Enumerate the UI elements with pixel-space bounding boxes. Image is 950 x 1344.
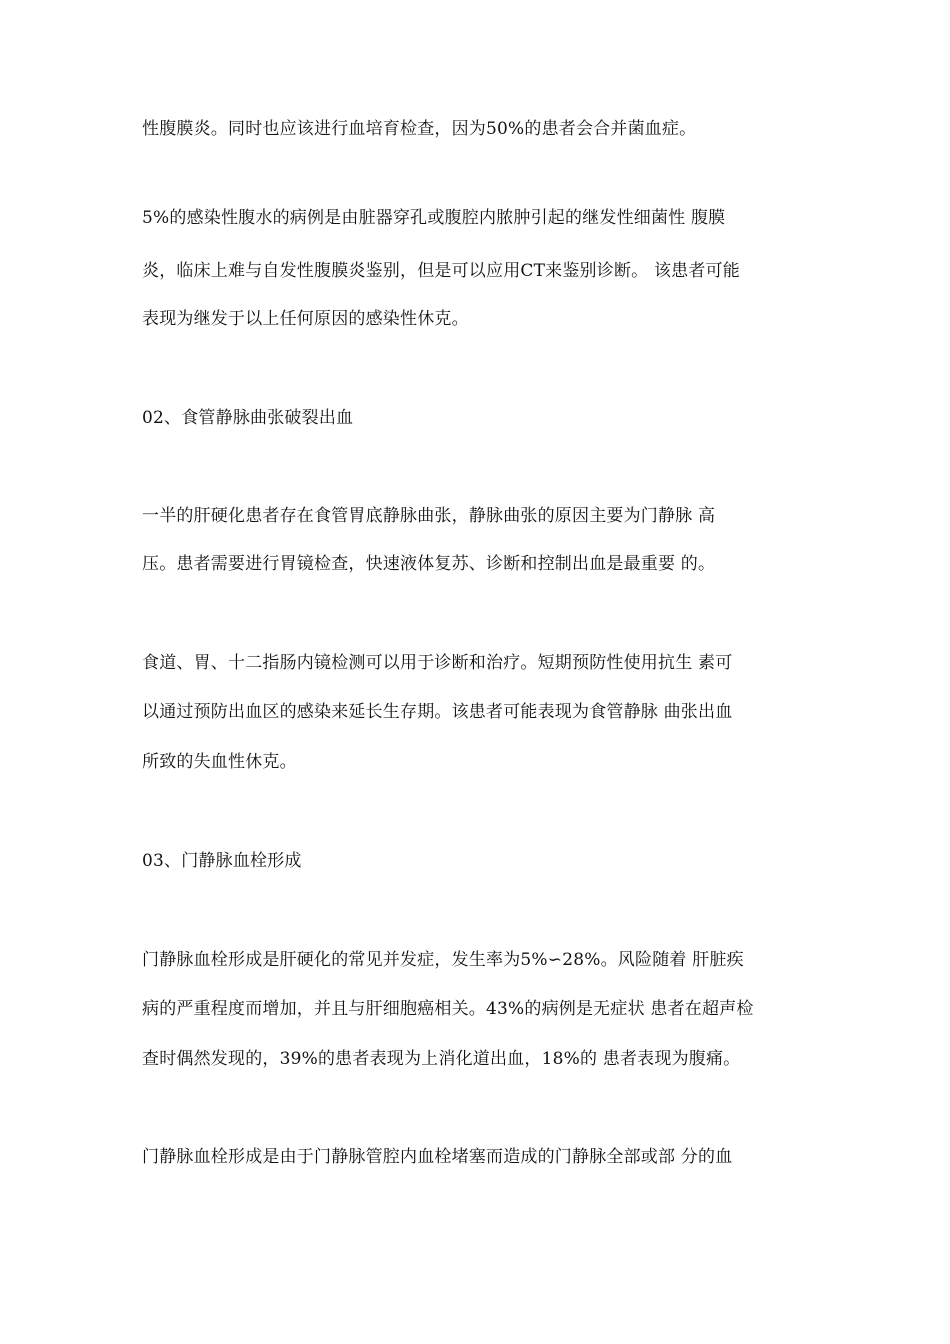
- paragraph-line: 5%的感染性腹水的病例是由脏器穿孔或腹腔内脓肿引起的继发性细菌性 腹膜: [142, 208, 726, 228]
- paragraph-line: 病的严重程度而增加，并且与肝细胞癌相关。43%的病例是无症状 患者在超声检: [142, 999, 754, 1019]
- paragraph-line: 查时偶然发现的，39%的患者表现为上消化道出血，18%的 患者表现为腹痛。: [142, 1049, 741, 1069]
- paragraph-line: 压。患者需要进行胃镜检查，快速液体复苏、诊断和控制出血是最重要 的。: [142, 554, 716, 574]
- paragraph-line: 炎，临床上难与自发性腹膜炎鉴别，但是可以应用CT来鉴别诊断。 该患者可能: [142, 261, 740, 281]
- paragraph-line: 门静脉血栓形成是由于门静脉管腔内血栓堵塞而造成的门静脉全部或部 分的血: [142, 1147, 733, 1167]
- paragraph-line: 所致的失血性休克。: [142, 752, 297, 772]
- paragraph-line: 食道、胃、十二指肠内镜检测可以用于诊断和治疗。短期预防性使用抗生 素可: [142, 653, 733, 673]
- paragraph-line: 以通过预防出血区的感染来延长生存期。该患者可能表现为食管静脉 曲张出血: [142, 702, 733, 722]
- paragraph-line: 性腹膜炎。同时也应该进行血培育检查，因为50%的患者会合并菌血症。: [142, 119, 697, 139]
- section-heading: 02、食管静脉曲张破裂出血: [142, 408, 354, 428]
- paragraph-line: 一半的肝硬化患者存在食管胃底静脉曲张，静脉曲张的原因主要为门静脉 高: [142, 506, 716, 526]
- section-heading: 03、门静脉血栓形成: [142, 851, 302, 871]
- paragraph-line: 表现为继发于以上任何原因的感染性休克。: [142, 309, 469, 329]
- paragraph-line: 门静脉血栓形成是肝硬化的常见并发症，发生率为5%∽28%。风险随着 肝脏疾: [142, 950, 744, 970]
